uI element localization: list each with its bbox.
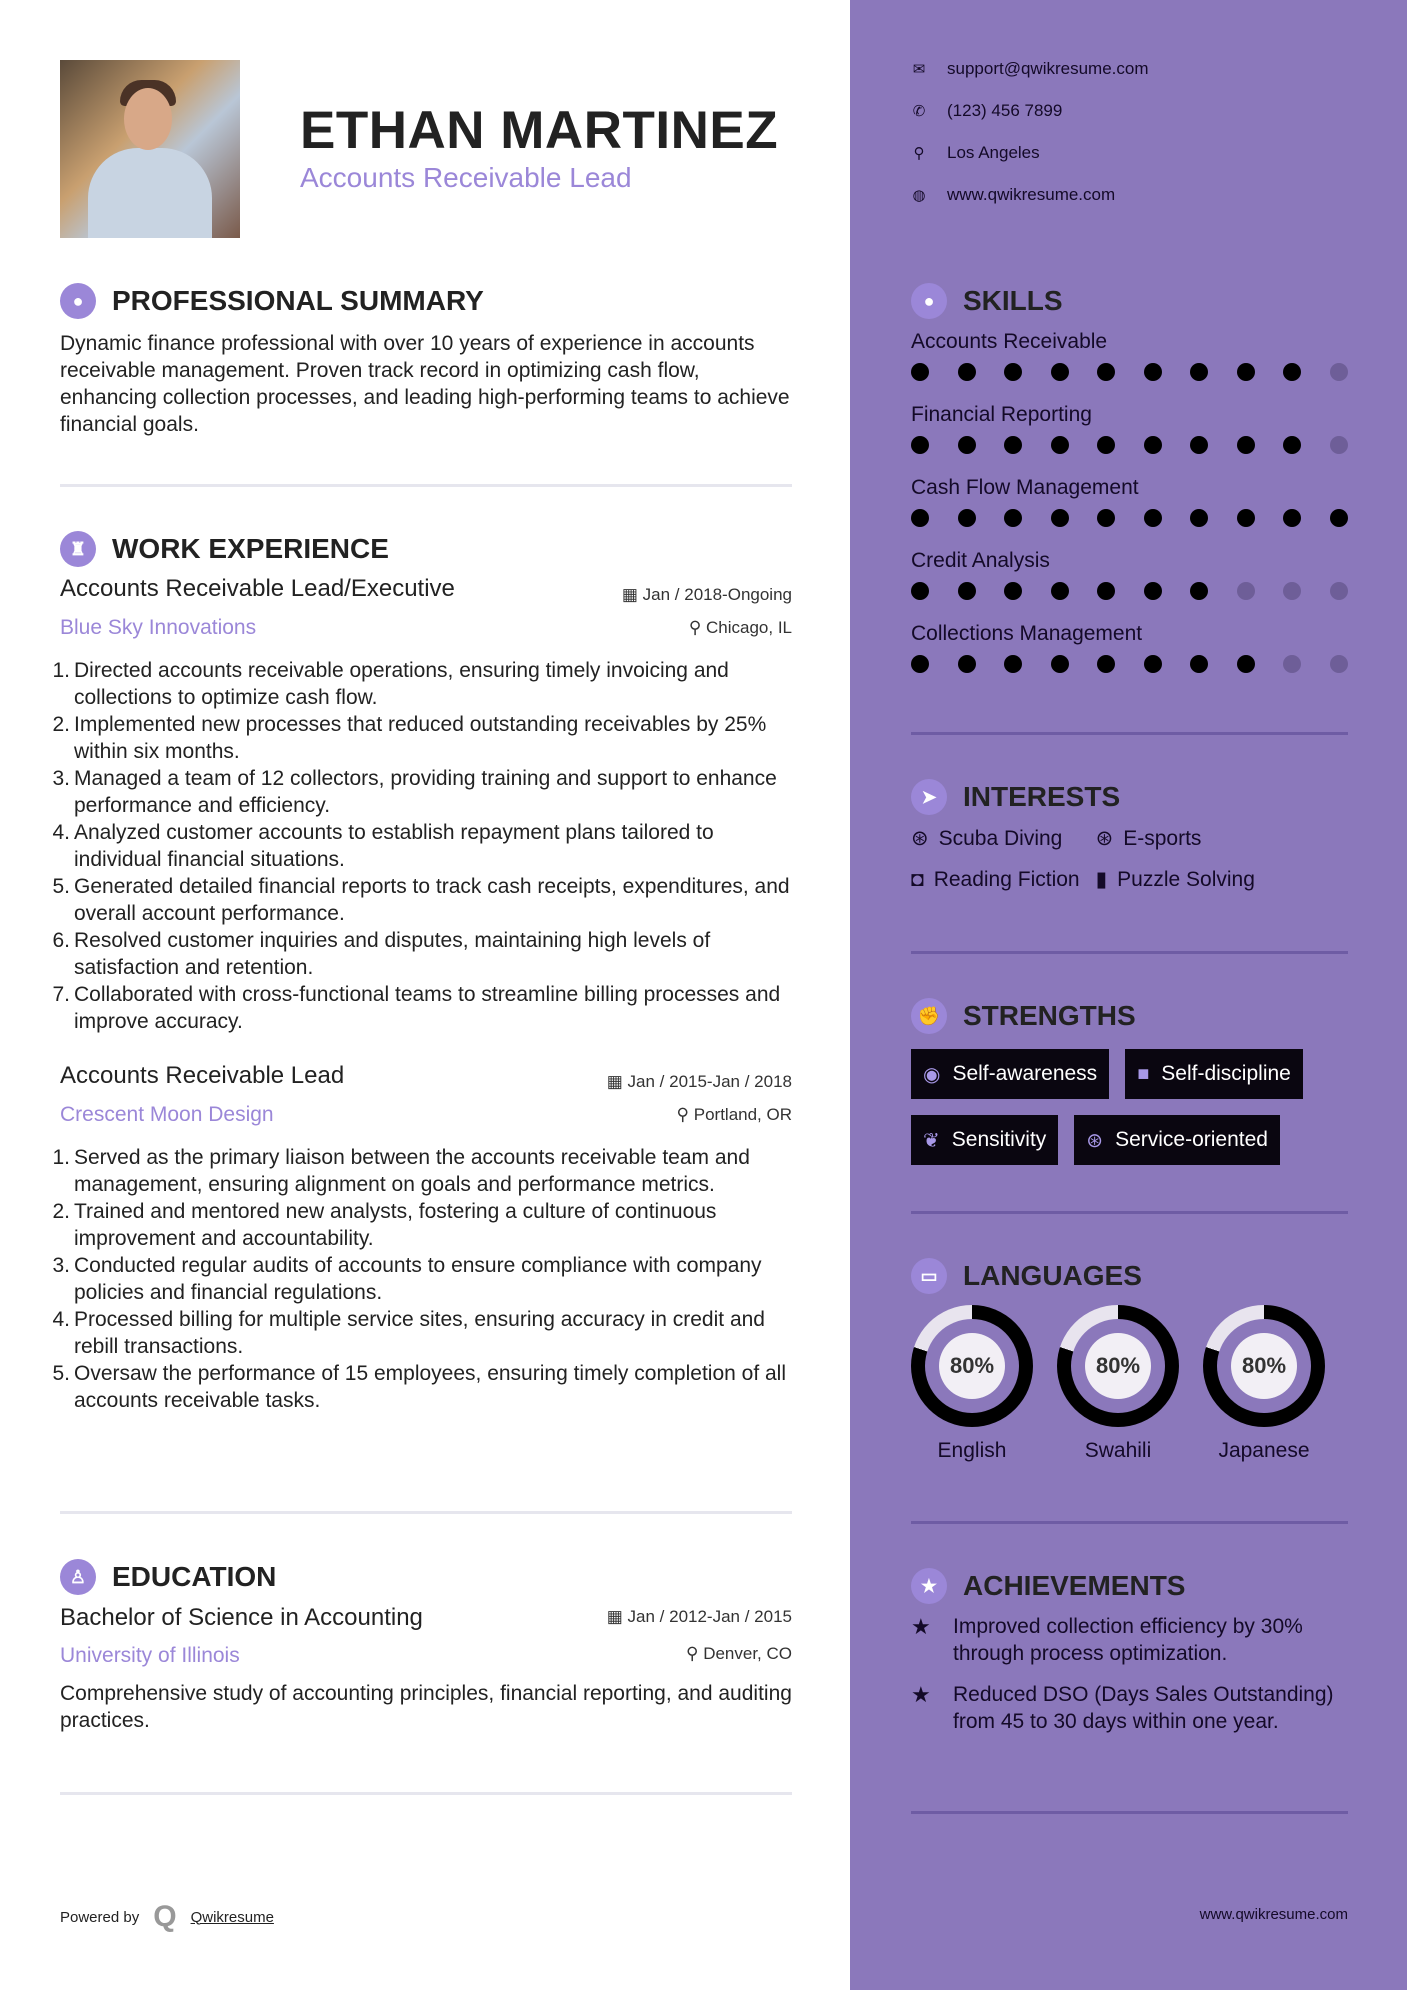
- rating-dot: [1004, 509, 1022, 527]
- language-progress-ring: [1203, 1305, 1325, 1427]
- company-name: Blue Sky Innovations: [60, 616, 257, 639]
- contact-item: ✉ support@qwikresume.com: [912, 59, 1149, 78]
- life-ring-icon: ⊛: [1086, 1129, 1104, 1152]
- strengths-list: [911, 1049, 1351, 1165]
- languages-list: [911, 1305, 1325, 1463]
- rating-dot: [1283, 436, 1301, 454]
- contact-item: ✆ (123) 456 7899: [912, 101, 1063, 120]
- duty-item: 1. Served as the primary liaison between the accounts receivable team and management, ensuring alignment on goals and performance metrics.: [52, 1146, 750, 1196]
- leaf-icon: ❦: [923, 1129, 940, 1152]
- star-icon: ★: [911, 1614, 931, 1639]
- contact-list: [911, 48, 1149, 216]
- skill-item: [911, 330, 1348, 403]
- contact-item: ◍ www.qwikresume.com: [912, 185, 1116, 204]
- language-progress-ring: [911, 1305, 1033, 1427]
- rating-dot: [1283, 655, 1301, 673]
- work-title: WORK EXPERIENCE: [112, 533, 389, 564]
- lightbulb-icon: ●: [911, 283, 947, 319]
- language-progress-ring: [1057, 1305, 1179, 1427]
- language-name: Swahili: [1084, 1439, 1152, 1462]
- rating-dot: [1237, 436, 1255, 454]
- languages-heading: ▭ LANGUAGES: [911, 1258, 1142, 1294]
- rating-dot: [1097, 655, 1115, 673]
- duty-item: 6. Resolved customer inquiries and disputes, maintaining high levels of satisfaction and retention.: [52, 929, 711, 979]
- duty-item: 2. Implemented new processes that reduced outstanding receivables by 25% within six months.: [52, 713, 767, 763]
- rating-dot: [1144, 436, 1162, 454]
- skill-rating: [911, 509, 1348, 549]
- duty-item: 4. Analyzed customer accounts to establish repayment plans tailored to individual financial situations.: [52, 821, 714, 871]
- candidate-role: Accounts Receivable Lead: [300, 162, 632, 193]
- language-percent: 80%: [939, 1333, 1005, 1399]
- language-item: [911, 1305, 1033, 1463]
- rating-dot: [1051, 655, 1069, 673]
- rating-dot: [1051, 582, 1069, 600]
- skill-rating: [911, 436, 1348, 476]
- job-duties: [52, 1144, 792, 1414]
- language-item: [1203, 1305, 1325, 1463]
- rating-dot: [1330, 436, 1348, 454]
- chair-icon: ♜: [60, 531, 96, 567]
- job-duties: [52, 657, 792, 1035]
- language-name: Japanese: [1218, 1439, 1310, 1462]
- interest-item: ⊛ Scuba Diving: [911, 826, 1063, 850]
- rating-dot: [1330, 582, 1348, 600]
- profile-photo: [60, 60, 240, 238]
- paper-plane-icon: ➤: [911, 779, 947, 815]
- lock-icon: ■: [1137, 1062, 1150, 1085]
- skill-name: Financial Reporting: [911, 403, 1092, 426]
- degree: Bachelor of Science in Accounting: [60, 1604, 423, 1631]
- company-name: Crescent Moon Design: [60, 1103, 274, 1126]
- calendar-icon: ▦: [606, 1072, 628, 1091]
- rating-dot: [1097, 363, 1115, 381]
- contact-item: ⚲ Los Angeles: [911, 132, 1149, 174]
- rating-dot: [1190, 363, 1208, 381]
- duty-item: 1. Directed accounts receivable operations, ensuring timely invoicing and collections to optimize cash flow.: [52, 659, 729, 709]
- rating-dot: [1004, 655, 1022, 673]
- language-icon: ▭: [911, 1258, 947, 1294]
- skill-name: Credit Analysis: [911, 549, 1050, 572]
- strength-badge: ❦ Sensitivity: [911, 1115, 1058, 1165]
- rating-dot: [1190, 582, 1208, 600]
- interests-heading: ➤ INTERESTS: [911, 779, 1120, 815]
- duty-item: 5. Generated detailed financial reports to track cash receipts, expenditures, and overall account performance.: [52, 875, 790, 925]
- divider: [60, 484, 792, 487]
- language-percent: 80%: [1085, 1333, 1151, 1399]
- envelope-icon: ✉: [912, 61, 926, 78]
- rating-dot: [958, 582, 976, 600]
- education-title: EDUCATION: [112, 1561, 277, 1592]
- skills-heading: ● SKILLS: [911, 283, 1063, 319]
- job-date: ▦ Jan / 2015-Jan / 2018: [606, 1072, 792, 1091]
- education-heading: [60, 1559, 276, 1595]
- rating-dot: [911, 436, 929, 454]
- rating-dot: [1004, 363, 1022, 381]
- divider: [911, 951, 1348, 954]
- interest-item: ◘ Reading Fiction: [911, 867, 1080, 891]
- rating-dot: [1237, 655, 1255, 673]
- star-icon: ★: [911, 1682, 931, 1707]
- rating-dot: [958, 436, 976, 454]
- rating-dot: [1144, 363, 1162, 381]
- achievement-item: ★ Improved collection efficiency by 30% through process optimization.: [911, 1614, 1303, 1665]
- duty-item: 2. Trained and mentored new analysts, fostering a culture of continuous improvement and accountability.: [52, 1200, 717, 1250]
- rating-dot: [1237, 363, 1255, 381]
- calendar-icon: ▦: [621, 585, 643, 604]
- pin-icon: ⚲: [686, 1644, 704, 1663]
- skill-name: Accounts Receivable: [911, 330, 1108, 353]
- education-text: Comprehensive study of accounting principles, financial reporting, and auditing practices.: [60, 1682, 792, 1732]
- rating-dot: [911, 509, 929, 527]
- job-title: Accounts Receivable Lead: [60, 1062, 345, 1089]
- divider: [60, 1792, 792, 1795]
- strength-badge: ◉ Self-awareness: [911, 1049, 1109, 1099]
- rating-dot: [1004, 582, 1022, 600]
- language-name: English: [937, 1439, 1007, 1462]
- globe-icon: ◍: [912, 187, 926, 204]
- rating-dot: [1004, 436, 1022, 454]
- job-location: ⚲ Chicago, IL: [688, 618, 792, 637]
- rating-dot: [1097, 509, 1115, 527]
- life-ring-icon: ⊛: [1095, 827, 1114, 850]
- skill-item: [911, 622, 1348, 695]
- interest-item: ⊛ E-sports: [1095, 826, 1202, 850]
- work-heading: [60, 531, 389, 567]
- summary-heading: [60, 283, 484, 319]
- pin-icon: ⚲: [676, 1105, 694, 1124]
- duty-item: 5. Oversaw the performance of 15 employees, ensuring timely completion of all accounts receivable tasks.: [52, 1362, 787, 1412]
- skill-rating: [911, 363, 1348, 403]
- job-date: ▦ Jan / 2018-Ongoing: [621, 585, 792, 604]
- rating-dot: [1190, 655, 1208, 673]
- rating-dot: [1051, 509, 1069, 527]
- skill-name: Cash Flow Management: [911, 476, 1139, 499]
- achievements-list: [911, 1613, 1348, 1749]
- calendar-icon: ▦: [606, 1607, 628, 1626]
- graduate-icon: ♙: [60, 1559, 96, 1595]
- rating-dot: [911, 582, 929, 600]
- rating-dot: [911, 655, 929, 673]
- candidate-name: ETHAN MARTINEZ: [300, 101, 779, 160]
- rating-dot: [1237, 509, 1255, 527]
- star-icon: ★: [911, 1568, 947, 1604]
- duty-item: 7. Collaborated with cross-functional teams to streamline billing processes and improve accuracy.: [52, 983, 781, 1033]
- rating-dot: [1144, 509, 1162, 527]
- user-circle-icon: ◉: [923, 1063, 941, 1086]
- achievements-heading: ★ ACHIEVEMENTS: [911, 1568, 1185, 1604]
- rating-dot: [1330, 509, 1348, 527]
- phone-icon: ✆: [912, 103, 926, 120]
- duty-item: 4. Processed billing for multiple service sites, ensuring accuracy in credit and rebill transactions.: [52, 1308, 765, 1358]
- rating-dot: [958, 655, 976, 673]
- divider: [911, 732, 1348, 735]
- rating-dot: [1330, 363, 1348, 381]
- user-icon: ●: [60, 283, 96, 319]
- summary-title: PROFESSIONAL SUMMARY: [112, 285, 484, 316]
- qwikresume-logo-icon: Q: [153, 1900, 177, 1933]
- strength-badge: ⊛ Service-oriented: [1074, 1115, 1280, 1165]
- duty-item: 3. Conducted regular audits of accounts to ensure compliance with company policies and financial regulations.: [52, 1254, 762, 1304]
- book-icon: ▮: [1095, 868, 1108, 891]
- summary-text: Dynamic finance professional with over 10 years of experience in accounts receivable management. Proven track record in optimizing cash flow, enhancing collection processes, and leading high-performing teams to achieve financial goals.: [60, 332, 790, 436]
- rating-dot: [1097, 582, 1115, 600]
- rating-dot: [958, 363, 976, 381]
- rating-dot: [1144, 655, 1162, 673]
- rating-dot: [1330, 655, 1348, 673]
- divider: [60, 1511, 792, 1514]
- rating-dot: [1051, 436, 1069, 454]
- divider: [911, 1521, 1348, 1524]
- job-location: ⚲ Portland, OR: [676, 1105, 792, 1124]
- skill-name: Collections Management: [911, 622, 1143, 645]
- rating-dot: [1283, 363, 1301, 381]
- education-date: ▦ Jan / 2012-Jan / 2015: [606, 1607, 792, 1626]
- education-location: ⚲ Denver, CO: [686, 1644, 792, 1663]
- qwikresume-link[interactable]: Qwikresume: [190, 1908, 274, 1926]
- rating-dot: [958, 509, 976, 527]
- interests-list: [911, 826, 1348, 892]
- skill-item: [911, 403, 1348, 476]
- skill-rating: [911, 655, 1348, 695]
- rating-dot: [1051, 363, 1069, 381]
- rating-dot: [1190, 509, 1208, 527]
- divider: [911, 1811, 1348, 1814]
- language-percent: 80%: [1231, 1333, 1297, 1399]
- language-item: [1057, 1305, 1179, 1463]
- life-ring-icon: ⊛: [911, 827, 929, 850]
- skill-item: [911, 549, 1348, 622]
- achievement-item: ★ Reduced DSO (Days Sales Outstanding) from 45 to 30 days within one year.: [911, 1682, 1334, 1733]
- duty-item: 3. Managed a team of 12 collectors, providing training and support to enhance performance and efficiency.: [52, 767, 777, 817]
- divider: [911, 1211, 1348, 1214]
- strengths-heading: ✊ STRENGTHS: [911, 998, 1136, 1034]
- rating-dot: [1237, 582, 1255, 600]
- rating-dot: [1283, 582, 1301, 600]
- footer-powered: Powered by Q Qwikresume: [60, 1900, 274, 1933]
- rating-dot: [1097, 436, 1115, 454]
- rating-dot: [1283, 509, 1301, 527]
- rating-dot: [1190, 436, 1208, 454]
- fist-icon: ✊: [911, 998, 947, 1034]
- strength-badge: ■ Self-discipline: [1125, 1049, 1303, 1099]
- gamepad-icon: ◘: [911, 867, 924, 891]
- footer-site[interactable]: www.qwikresume.com: [1199, 1906, 1348, 1923]
- school: University of Illinois: [60, 1644, 240, 1667]
- skills-list: [911, 330, 1348, 695]
- rating-dot: [1144, 582, 1162, 600]
- map-pin-icon: ⚲: [913, 145, 925, 162]
- job-title: Accounts Receivable Lead/Executive: [60, 575, 455, 602]
- pin-icon: ⚲: [688, 618, 706, 637]
- skill-item: [911, 476, 1348, 549]
- skill-rating: [911, 582, 1348, 622]
- rating-dot: [911, 363, 929, 381]
- interest-item: ▮ Puzzle Solving: [1095, 867, 1255, 891]
